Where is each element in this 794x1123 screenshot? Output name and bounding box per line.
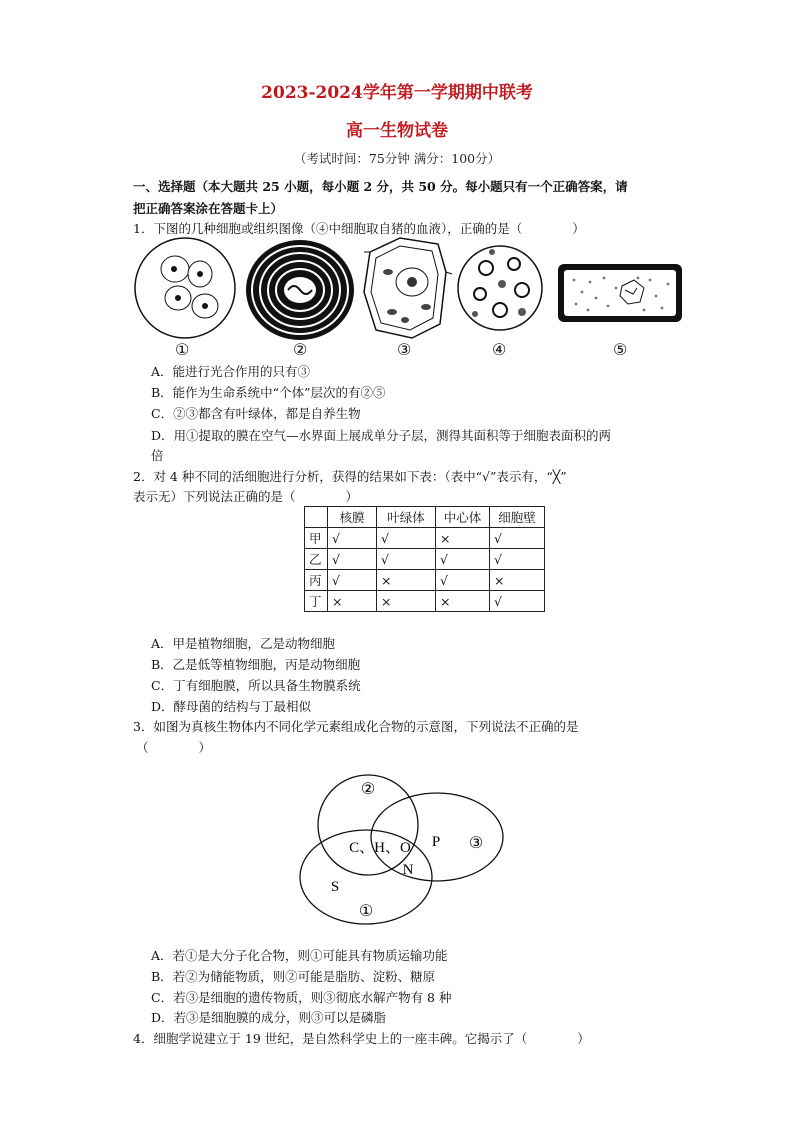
table-cell: √ <box>377 549 436 570</box>
q2-stem-line2: 表示无）下列说法正确的是（ ） <box>133 489 359 504</box>
table-cell: × <box>436 528 490 549</box>
table-row <box>305 549 545 570</box>
venn-label-3: ③ <box>468 833 484 852</box>
section-heading-line2: 把正确答案涂在答题卡上） <box>133 201 284 216</box>
table-header-cell: 核膜 <box>328 507 377 528</box>
q1-option-d-cont: 倍 <box>151 448 164 463</box>
exam-info: （考试时间：75分钟 满分：100分） <box>293 151 501 166</box>
figure-label-1: ① <box>175 340 190 359</box>
q2-stem-line1: 2．对 4 种不同的活细胞进行分析，获得的结果如下表：（表中“√”表示有，“╳” <box>133 469 567 484</box>
figure-1-cells <box>135 238 235 338</box>
table-row <box>305 570 545 591</box>
figure-2-cell <box>246 240 354 340</box>
figure-label-4: ④ <box>492 340 507 359</box>
figure-4-blood-cells <box>458 246 542 330</box>
q2-option-b: B．乙是低等植物细胞，丙是动物细胞 <box>151 657 361 672</box>
table-header-cell <box>305 507 328 528</box>
section-heading-line1: 一、选择题（本大题共 25 小题，每小题 2 分，共 50 分。每小题只有一个正确答案，请 <box>133 179 628 194</box>
table-cell: × <box>328 591 377 612</box>
q1-option-d: D．用①提取的膜在空气—水界面上展成单分子层，测得其面积等于细胞表面积的两 <box>151 428 612 443</box>
q2-option-c: C．丁有细胞膜，所以具备生物膜系统 <box>151 678 361 693</box>
q3-option-a: A．若①是大分子化合物，则①可能具有物质运输功能 <box>151 948 448 963</box>
table-header-cell: 叶绿体 <box>377 507 436 528</box>
q1-option-c: C．②③都含有叶绿体，都是自养生物 <box>151 406 361 421</box>
figure-3-plant-cell <box>364 238 452 338</box>
table-cell: √ <box>490 591 545 612</box>
q1-option-b: B．能作为生命系统中“个体”层次的有②⑤ <box>151 385 386 400</box>
figure-label-5: ⑤ <box>613 340 628 359</box>
q2-table <box>304 506 545 612</box>
table-cell: 甲 <box>305 528 328 549</box>
q3-option-c: C．若③是细胞的遗传物质，则③彻底水解产物有 8 种 <box>151 990 452 1005</box>
venn-label-2: ② <box>360 779 376 798</box>
table-header-row <box>305 507 545 528</box>
q1-option-a: A．能进行光合作用的只有③ <box>151 364 311 379</box>
table-row <box>305 591 545 612</box>
exam-title: 2023-2024学年第一学期期中联考 <box>261 83 533 103</box>
exam-subtitle: 高一生物试卷 <box>346 121 448 141</box>
q2-option-d: D．酵母菌的结构与丁最相似 <box>151 699 312 714</box>
q3-option-d: D．若③是细胞膜的成分，则③可以是磷脂 <box>151 1010 387 1025</box>
table-row <box>305 528 545 549</box>
table-header-cell: 中心体 <box>436 507 490 528</box>
venn-s-label: S <box>330 879 340 895</box>
venn-label-1: ① <box>358 901 374 920</box>
figure-label-3: ③ <box>397 340 412 359</box>
figure-5-cell <box>558 264 682 322</box>
table-cell: √ <box>377 528 436 549</box>
q3-stem-paren: （ ） <box>136 740 212 755</box>
table-cell: √ <box>328 528 377 549</box>
q1-stem: 1．下图的几种细胞或组织图像（④中细胞取自猪的血液），正确的是（ ） <box>133 221 585 236</box>
table-cell: √ <box>328 570 377 591</box>
figure-label-2: ② <box>293 340 308 359</box>
table-cell: √ <box>328 549 377 570</box>
q1-cell-figures <box>130 232 700 344</box>
venn-n-label: N <box>402 862 414 878</box>
q3-option-b: B．若②为储能物质，则②可能是脂肪、淀粉、糖原 <box>151 969 436 984</box>
venn-p-label: P <box>431 834 441 850</box>
table-header-cell: 细胞壁 <box>490 507 545 528</box>
q4-stem: 4．细胞学说建立于 19 世纪，是自然科学史上的一座丰碑。它揭示了（ ） <box>133 1031 590 1046</box>
table-cell: 乙 <box>305 549 328 570</box>
table-cell: √ <box>490 528 545 549</box>
table-cell: × <box>377 591 436 612</box>
table-cell: √ <box>436 549 490 570</box>
table-cell: √ <box>436 570 490 591</box>
table-cell: √ <box>490 549 545 570</box>
table-cell: × <box>490 570 545 591</box>
table-cell: 丙 <box>305 570 328 591</box>
q3-stem: 3．如图为真核生物体内不同化学元素组成化合物的示意图，下列说法不正确的是 <box>133 719 579 734</box>
q3-venn-diagram <box>290 770 520 930</box>
table-cell: × <box>436 591 490 612</box>
table-cell: × <box>377 570 436 591</box>
q2-option-a: A．甲是植物细胞，乙是动物细胞 <box>151 636 336 651</box>
venn-center-label: C、H、O <box>349 840 411 856</box>
table-cell: 丁 <box>305 591 328 612</box>
